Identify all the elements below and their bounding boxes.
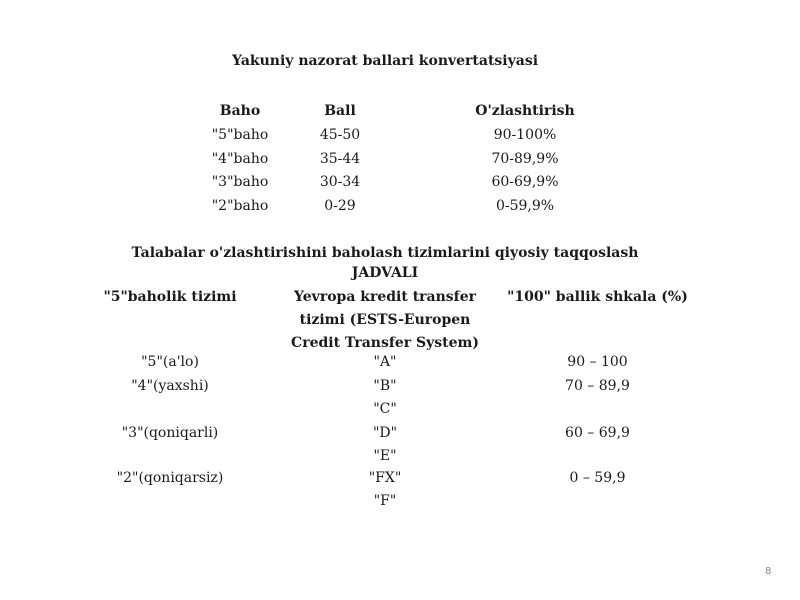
header-baho: Baho: [219, 103, 261, 119]
cell-ects: "D": [372, 425, 398, 441]
cell-ball: 30-34: [319, 174, 361, 190]
cell-ects: "A": [373, 354, 397, 370]
header-ects-line: Yevropa kredit transfer: [294, 289, 476, 305]
cell-ects: "FX": [368, 470, 402, 486]
header-ects-line: tizimi (ESTS-Europen: [299, 312, 471, 328]
cell-grade: "3"(qoniqarli): [121, 425, 219, 441]
cell-pct: 70 – 89,9: [565, 378, 630, 394]
cell-baho: "5"baho: [211, 127, 269, 143]
cell-grade: "2"(qoniqarsiz): [116, 470, 224, 486]
header-ozlashtirish: O'zlashtirish: [475, 103, 575, 119]
cell-ects: "F": [373, 493, 397, 509]
cell-grade: "5"(a'lo): [141, 354, 199, 370]
header-ball: Ball: [324, 103, 356, 119]
cell-ects: "C": [373, 401, 397, 417]
cell-ozlashtirish: 0-59,9%: [495, 198, 555, 214]
cell-ozlashtirish: 90-100%: [493, 127, 557, 143]
title-qiyosiy-taqqoslash: Talabalar o'zlashtirishini baholash tizimlarini qiyosiy taqqoslash: [131, 245, 639, 261]
cell-pct: 90 – 100: [567, 354, 628, 370]
cell-pct: 60 – 69,9: [565, 425, 630, 441]
cell-baho: "2"baho: [211, 198, 269, 214]
title-konvertatsiya: Yakuniy nazorat ballari konvertatsiyasi: [231, 53, 539, 69]
cell-grade: "4"(yaxshi): [131, 378, 209, 394]
header-5-baholik: "5"baholik tizimi: [103, 289, 237, 305]
cell-ects: "B": [373, 378, 397, 394]
cell-ball: 0-29: [324, 198, 356, 214]
cell-baho: "4"baho: [211, 151, 269, 167]
cell-ozlashtirish: 70-89,9%: [491, 151, 559, 167]
cell-ects: "E": [373, 448, 397, 464]
cell-pct: 0 – 59,9: [569, 470, 626, 486]
cell-ozlashtirish: 60-69,9%: [491, 174, 559, 190]
cell-ball: 35-44: [319, 151, 361, 167]
title-jadvali: JADVALI: [351, 265, 419, 281]
cell-ball: 45-50: [319, 127, 361, 143]
header-100-ballik: "100" ballik shkala (%): [507, 289, 688, 305]
cell-baho: "3"baho: [211, 174, 269, 190]
header-ects-line: Credit Transfer System): [291, 335, 479, 351]
page-number: 8: [765, 566, 772, 577]
